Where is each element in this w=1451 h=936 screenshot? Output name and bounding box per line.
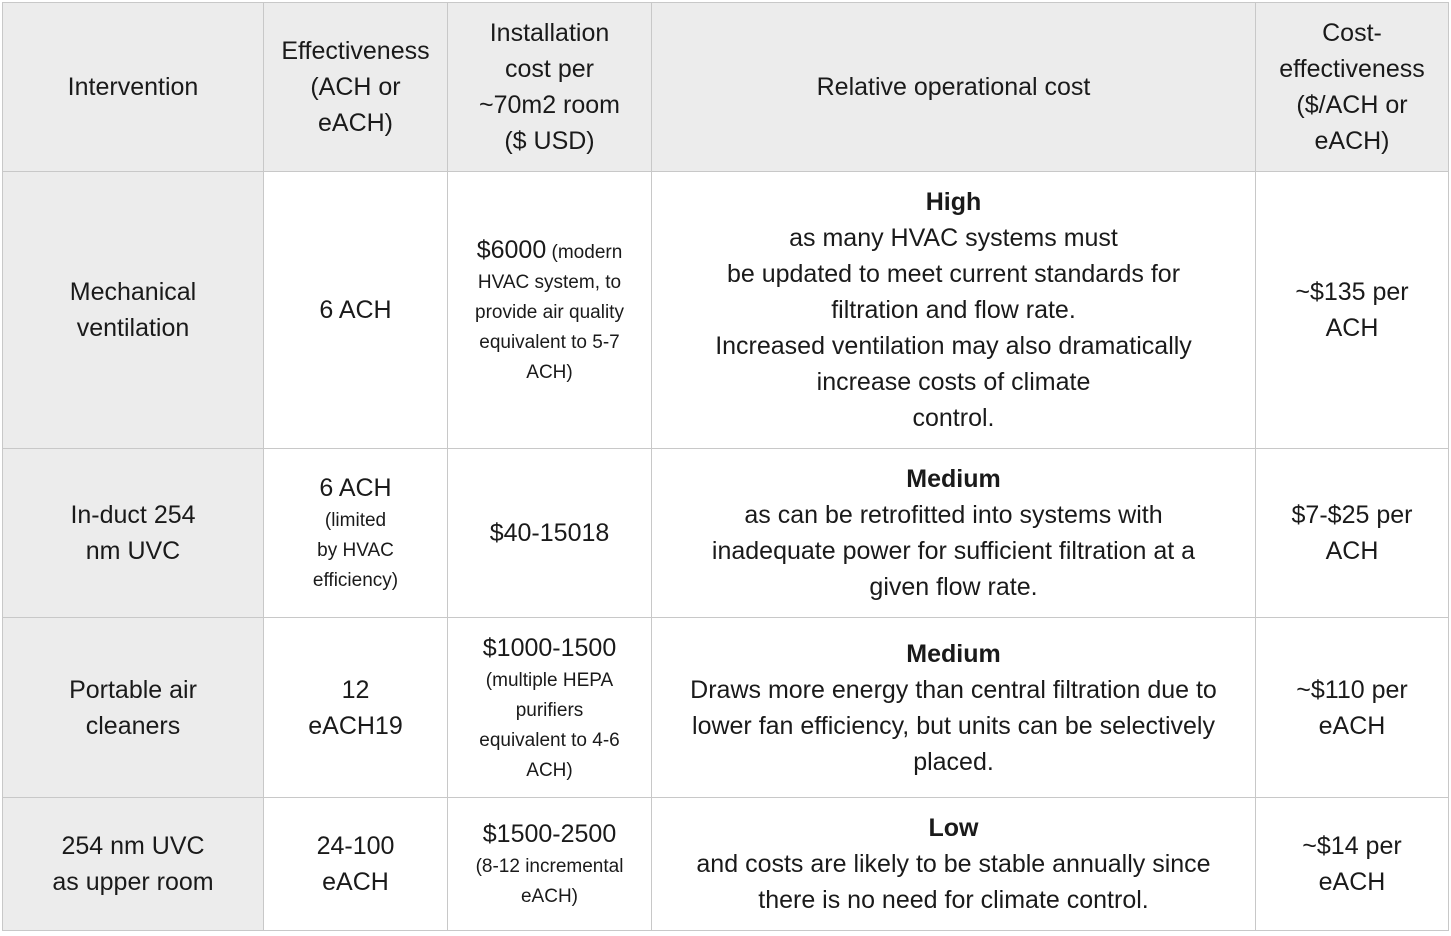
- effectiveness-value: 6 ACH: [319, 296, 392, 324]
- cell-cost-effectiveness: [1256, 798, 1449, 931]
- header-operational-cost: [652, 3, 1256, 172]
- cell-effectiveness: [264, 798, 448, 931]
- installation-amount: $1500-2500: [482, 820, 617, 848]
- cell-operational-cost: [652, 172, 1256, 449]
- installation-note: equivalent to 4-6: [479, 729, 620, 751]
- table-row: [3, 618, 1449, 798]
- operational-line: inadequate power for sufficient filtration at a: [711, 537, 1196, 565]
- header-cost-effectiveness-line: effectiveness: [1279, 55, 1425, 83]
- operational-line: given flow rate.: [869, 573, 1038, 601]
- cost-effectiveness-line: ~$14 per: [1302, 832, 1402, 860]
- intervention-line: ventilation: [76, 314, 190, 342]
- cell-cost-effectiveness: [1256, 172, 1449, 449]
- header-cost-effectiveness-line: ($/ACH or: [1296, 91, 1408, 119]
- cell-intervention: [3, 798, 264, 931]
- operational-level: Medium: [906, 639, 1001, 668]
- effectiveness-note: (limited: [324, 510, 387, 531]
- header-installation-line: cost per: [505, 55, 594, 83]
- operational-line: and costs are likely to be stable annually since: [696, 850, 1211, 878]
- installation-amount: $1000-1500: [482, 633, 617, 662]
- operational-line: as can be retrofitted into systems with: [744, 501, 1163, 529]
- installation-note: (multiple HEPA: [485, 669, 614, 691]
- operational-line: as many HVAC systems must: [789, 224, 1118, 252]
- header-intervention-line: Intervention: [67, 73, 199, 101]
- operational-line: be updated to meet current standards for: [726, 260, 1181, 288]
- header-cost-effectiveness-line: Cost-: [1322, 19, 1382, 47]
- cell-effectiveness: [264, 172, 448, 449]
- operational-line: there is no need for climate control.: [758, 886, 1149, 914]
- header-effectiveness-line: eACH): [317, 109, 393, 137]
- cost-effectiveness-line: ACH: [1325, 537, 1379, 565]
- cost-effectiveness-line: $7-$25 per: [1291, 501, 1413, 529]
- installation-amount: $40-15018: [489, 519, 610, 547]
- header-cost-effectiveness-line: eACH): [1314, 127, 1390, 155]
- comparison-table: [2, 2, 1449, 931]
- installation-note: (8-12 incremental: [475, 856, 624, 877]
- operational-line: filtration and flow rate.: [831, 296, 1076, 324]
- table-row: [3, 172, 1449, 449]
- intervention-line: as upper room: [52, 868, 214, 896]
- cell-effectiveness: [264, 449, 448, 618]
- header-cost-effectiveness: [1256, 3, 1449, 172]
- installation-note: equivalent to 5-7: [479, 332, 620, 353]
- cost-effectiveness-line: ~$135 per: [1295, 278, 1409, 306]
- cell-operational-cost: [652, 618, 1256, 798]
- cell-operational-cost: [652, 449, 1256, 618]
- installation-note: eACH): [520, 886, 578, 907]
- cost-effectiveness-line: ACH: [1325, 314, 1379, 342]
- effectiveness-value: eACH: [322, 868, 389, 896]
- cell-installation-cost: [448, 172, 652, 449]
- table-row: [3, 449, 1449, 618]
- operational-level: Low: [928, 814, 979, 842]
- header-effectiveness-line: Effectiveness: [281, 37, 430, 65]
- header-effectiveness: [264, 3, 448, 172]
- installation-note: ACH): [526, 759, 573, 781]
- cell-intervention: [3, 449, 264, 618]
- operational-level: Medium: [906, 465, 1001, 493]
- intervention-line: Mechanical: [69, 278, 197, 306]
- header-intervention: [3, 3, 264, 172]
- header-effectiveness-line: (ACH or: [310, 73, 401, 101]
- header-installation-line: ($ USD): [504, 127, 595, 155]
- header-installation-line: Installation: [489, 19, 610, 47]
- operational-line: control.: [912, 404, 995, 432]
- cell-cost-effectiveness: [1256, 449, 1449, 618]
- effectiveness-note: by HVAC: [317, 540, 394, 561]
- intervention-line: 254 nm UVC: [61, 832, 205, 860]
- installation-note: provide air quality: [475, 302, 624, 323]
- header-row: [3, 3, 1449, 172]
- effectiveness-value: 24-100: [316, 832, 395, 860]
- intervention-line: In-duct 254: [70, 501, 196, 529]
- installation-note: purifiers: [515, 699, 584, 721]
- intervention-line: Portable air: [69, 675, 197, 704]
- operational-line: Draws more energy than central filtration due to: [690, 675, 1217, 704]
- operational-line: increase costs of climate: [816, 368, 1091, 396]
- intervention-line: cleaners: [85, 711, 181, 740]
- effectiveness-value: 12: [341, 675, 370, 704]
- installation-note-inline: (modern: [546, 242, 623, 263]
- effectiveness-value: 6 ACH: [319, 474, 392, 502]
- operational-line: placed.: [913, 747, 994, 776]
- operational-line: lower fan efficiency, but units can be selectively: [692, 711, 1215, 740]
- cell-operational-cost: [652, 798, 1256, 931]
- intervention-line: nm UVC: [85, 537, 181, 565]
- header-installation-cost: [448, 3, 652, 172]
- cell-cost-effectiveness: [1256, 618, 1449, 798]
- header-installation-line: ~70m2 room: [478, 91, 621, 119]
- installation-value: [456, 232, 643, 268]
- cost-effectiveness-line: eACH: [1318, 868, 1386, 896]
- cost-effectiveness-line: ~$110 per: [1296, 675, 1408, 704]
- cost-effectiveness-line: eACH: [1318, 711, 1386, 740]
- installation-note: ACH): [526, 362, 573, 383]
- header-operational-line: Relative operational cost: [816, 73, 1091, 101]
- cell-installation-cost: [448, 798, 652, 931]
- operational-line: Increased ventilation may also dramatically: [715, 332, 1192, 360]
- cell-installation-cost: [448, 618, 652, 798]
- operational-level: High: [925, 188, 982, 216]
- cell-intervention: [3, 172, 264, 449]
- installation-note: HVAC system, to: [477, 272, 622, 293]
- cell-intervention: [3, 618, 264, 798]
- table-row: [3, 798, 1449, 931]
- cell-installation-cost: [448, 449, 652, 618]
- installation-amount: $6000: [476, 236, 547, 264]
- cell-effectiveness: [264, 618, 448, 798]
- effectiveness-note: efficiency): [312, 570, 399, 591]
- effectiveness-value: eACH19: [308, 711, 403, 740]
